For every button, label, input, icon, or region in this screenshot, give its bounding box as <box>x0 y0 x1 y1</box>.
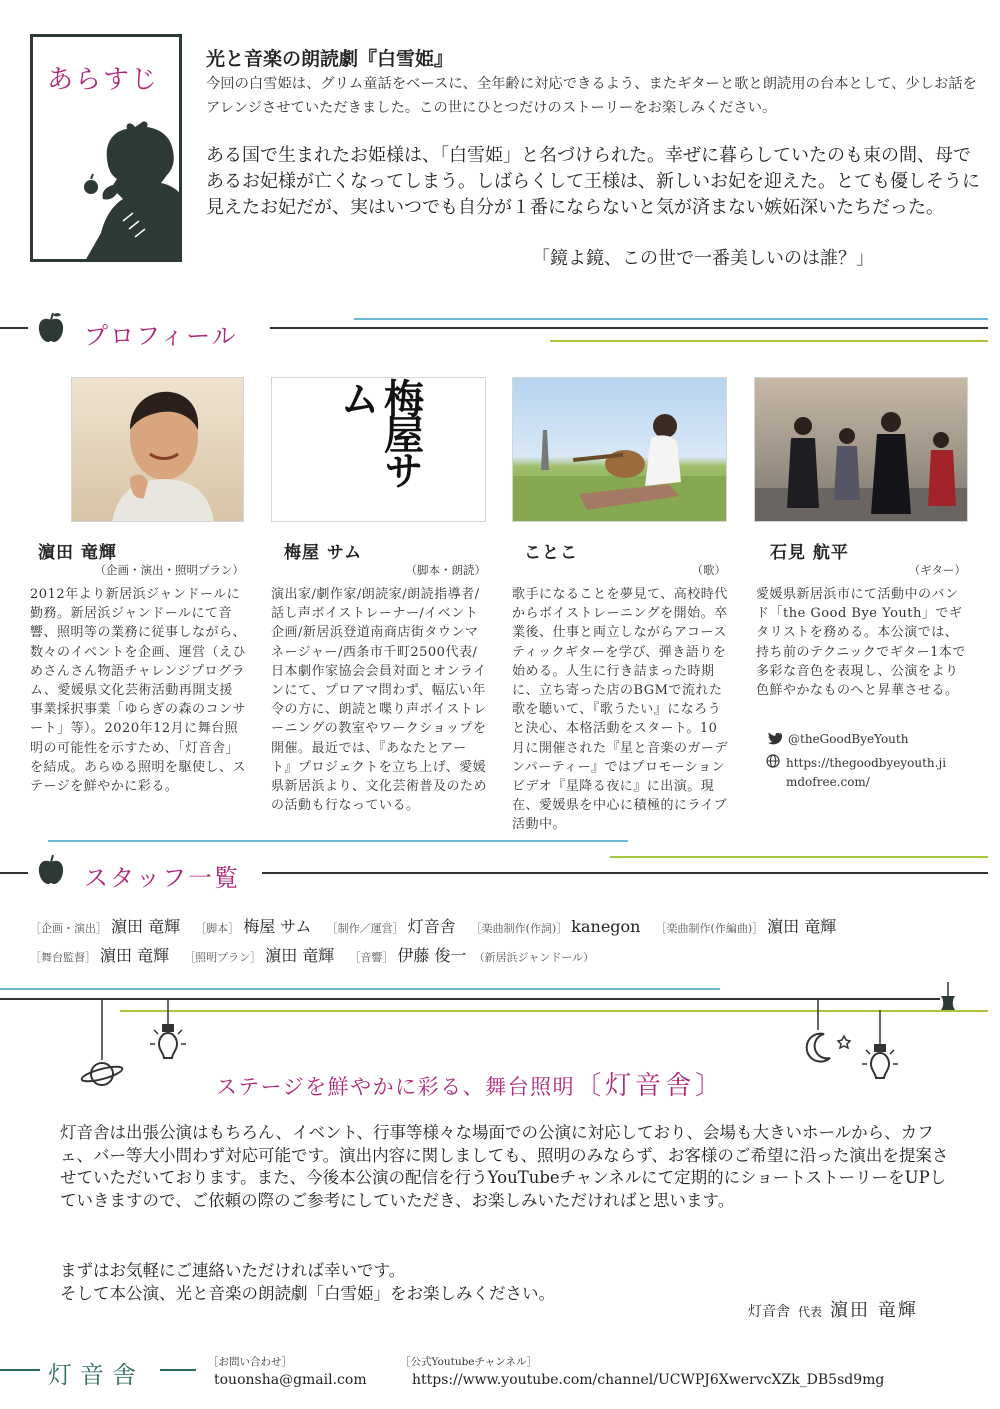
lightbulb-icon <box>150 1000 186 1070</box>
staff-name: 濵田 竜輝 <box>767 917 837 936</box>
lighting-brand: 〔灯音舎〕 <box>575 1071 726 1101</box>
synopsis-intro: 今回の白雪姫は、グリム童話をベースに、全年齢に対応できるよう、またギターと歌と朗読用の台本として、少しお話をアレンジさせていただきました。この世にひとつだけのストーリーをお楽しみください。 <box>206 76 977 116</box>
profile-divider-blue <box>354 318 988 320</box>
staff-divider-green <box>610 856 988 858</box>
staff-role: ［脚本］ <box>195 922 240 935</box>
staff-divider-blue <box>48 840 628 842</box>
lighting-closing-1: まずはお気軽にご連絡いただければ幸いです。 <box>60 1261 406 1280</box>
staff-role: ［照明プラン］ <box>184 951 262 964</box>
staff-divider-left <box>0 872 28 874</box>
twitter-icon <box>766 732 782 746</box>
footer-divider-left <box>0 1369 40 1371</box>
contact-email[interactable]: touonsha@gmail.com <box>214 1372 367 1388</box>
profile-bio-hamada: 2012年より新居浜ジャンドールに勤務。新居浜ジャンドールにて音響、照明等の業務に従事しながら、数々のイベントを企画、運営（えひめさんさん物語チャレンジプログラム、愛媛県文化芸術活動再開支援事業採択事業「ゆらぎの森のコンサート」等）。2020年12月に舞台照明の可能性を示すため、「灯音舎」を結成。あらゆる照明を駆使し、ステージを鮮やかに彩る。 <box>30 587 247 795</box>
staff-title: スタッフ一覧 <box>84 864 240 892</box>
profile-name-iwami: 石見 航平 <box>770 543 849 563</box>
lightbulb-glow-icon <box>860 1010 900 1090</box>
signature <box>748 1296 918 1322</box>
profile-divider-left <box>0 327 28 329</box>
profile-bio-iwami: 愛媛県新居浜市にて活動中のバンド「the Good Bye Youth」でギタリストを務める。本公演では、持ち前のテクニックでギター1本で多彩な音色を表現し、公演をより色鮮やかなものへと昇華させる。 <box>756 587 966 699</box>
profile-divider-right <box>270 327 988 329</box>
singer-photo-icon <box>513 378 727 522</box>
signature-name: 濵田 竜輝 <box>830 1300 918 1321</box>
apple-core-icon <box>938 982 958 1024</box>
contact-label: ［お問い合わせ］ <box>208 1356 292 1368</box>
profile-role-umeya: （脚本・朗読） <box>405 563 486 577</box>
staff-role: ［舞台監督］ <box>30 951 96 964</box>
staff-row-2 <box>30 943 598 966</box>
staff-name: 濵田 竜輝 <box>111 917 181 936</box>
profile-divider-green <box>550 340 988 342</box>
signature-rep: 代表 <box>798 1305 823 1319</box>
staff-name: 伊藤 俊一 <box>397 946 467 965</box>
website-url: https://thegoodbyeyouth.jimdofree.com/ <box>786 756 947 789</box>
synopsis-story: ある国で生まれたお姫様は、「白雪姫」と名づけられた。幸ぜに暮らしていたのも束の間、母であるお妃様が亡くなってしまう。しばらくして王様は、新しいお妃を迎えた。とても優しそうに見えたお妃だが、実はいつでも自分が１番にならないと気が済まない嫉妬深いたちだった。 <box>206 145 980 218</box>
twitter-link[interactable] <box>766 732 908 746</box>
apple-icon <box>38 312 64 342</box>
youtube-url[interactable]: https://www.youtube.com/channel/UCWPJ6XwervcXZk_DB5sd9mg <box>412 1372 885 1388</box>
profile-bio-kotoko: 歌手になることを夢見て、高校時代からボイストレーニングを開始。卒業後、仕事と両立しながらアコースティックギターを学び、弾き語りを始める。人生に行き詰まった時期に、立ち寄った店のBGMで流れた歌を聴いて、『歌うたい』になろうと決心、本格活動をスタート。10月に開催された『星と音楽のガーデンパーティー』ではプロモーションビデオ『星降る夜に』に出演。現在、愛媛県を中心に積極的にライブ活動中。 <box>512 587 729 833</box>
photo-kotoko <box>512 377 727 522</box>
profile-role-hamada: （企画・演出・照明プラン） <box>94 563 244 577</box>
photo-iwami-band <box>754 377 968 522</box>
profile-name-hamada: 濵田 竜輝 <box>38 543 117 563</box>
lighting-title <box>216 1065 725 1102</box>
globe-icon <box>766 754 780 768</box>
profile-role-iwami: （ギター） <box>908 563 966 577</box>
staff-role: ［音響］ <box>349 951 394 964</box>
profile-name-umeya: 梅屋 サム <box>284 543 363 563</box>
synopsis-title: 光と音楽の朗読劇『白雪姫』 <box>206 48 454 70</box>
umeya-sam-logo: 梅屋サム <box>333 378 425 486</box>
staff-name: kanegon <box>571 917 641 936</box>
lighting-divider-blue <box>0 988 720 990</box>
lighting-title-text: ステージを鮮やかに彩る、舞台照明 <box>216 1075 576 1099</box>
lighting-body: 灯音舎は出張公演はもちろん、イベント、行事等様々な場面での公演に対応しており、会場も大きいホールから、カフェ、バー等大小問わず対応可能です。演出内容に関しましても、照明のみならず、お客様のご希望に沿った演出を提案させていただいております。また、今後本公演の配信を行うYouTubeチャンネルにて定期的にショートストーリーをUPしていきますので、ご依頼の際のご参考にしていただき、お楽しみいただければと思います。 <box>60 1123 949 1210</box>
planet-icon <box>80 1000 124 1092</box>
footer-logo: 灯音舎 <box>48 1361 144 1389</box>
band-photo-icon <box>755 378 968 522</box>
website-link[interactable] <box>766 754 956 792</box>
profile-bio-umeya: 演出家/劇作家/朗読家/朗読指導者/話し声ボイストレーナー/イベント企画/新居浜登道南商店街タウンマネージャー/西条市千町2500代表/日本劇作家協会会員対面とオンラインにて、プロアマ問わず、幅広い年令の方に、朗読と喋り声ボイストレーニングの教室やワークショップを開催。最近では、『あなたとアート』プロジェクトを立ち上げ、愛媛県新居浜より、文化芸術普及のための活動も行なっている。 <box>271 587 488 814</box>
staff-name: 灯音舎 <box>407 917 456 936</box>
staff-row-1 <box>30 914 846 937</box>
photo-umeya-logo <box>271 377 486 522</box>
person-portrait-icon <box>72 378 244 522</box>
footer-divider-mid <box>160 1369 196 1371</box>
profile-name-kotoko: ことこ <box>524 543 578 563</box>
youtube-label: ［公式Youtubeチャンネル］ <box>400 1356 537 1368</box>
synopsis-label: あらすじ <box>47 65 160 95</box>
staff-divider-right <box>262 872 988 874</box>
staff-name: 濵田 竜輝 <box>265 946 335 965</box>
profile-role-kotoko: （歌） <box>691 563 726 577</box>
photo-hamada <box>71 377 244 522</box>
staff-role: ［企画・演出］ <box>30 922 107 935</box>
staff-org: （新居浜ジャンドール） <box>473 951 595 964</box>
staff-role: ［楽曲制作(作編曲)］ <box>655 922 764 935</box>
snow-white-silhouette-icon <box>83 121 181 261</box>
synopsis-quote: 「鏡よ鏡、この世で一番美しいのは誰？」 <box>532 248 874 269</box>
lighting-closing-2: そして本公演、光と音楽の朗読劇「白雪姫」をお楽しみください。 <box>60 1283 555 1303</box>
apple-icon-core <box>38 854 64 884</box>
staff-name: 濵田 竜輝 <box>100 946 170 965</box>
twitter-handle: @theGoodByeYouth <box>788 732 909 746</box>
staff-role: ［楽曲制作(作詞)］ <box>470 922 568 935</box>
signature-org: 灯音舎 <box>748 1304 790 1320</box>
profile-title: プロフィール <box>84 322 238 350</box>
synopsis-box <box>30 34 182 262</box>
lighting-divider-top <box>0 998 940 1000</box>
lighting-divider-green <box>120 1010 988 1012</box>
moon-star-icon <box>800 1000 856 1070</box>
staff-role: ［制作／運営］ <box>326 922 404 935</box>
staff-name: 梅屋 サム <box>243 917 312 936</box>
